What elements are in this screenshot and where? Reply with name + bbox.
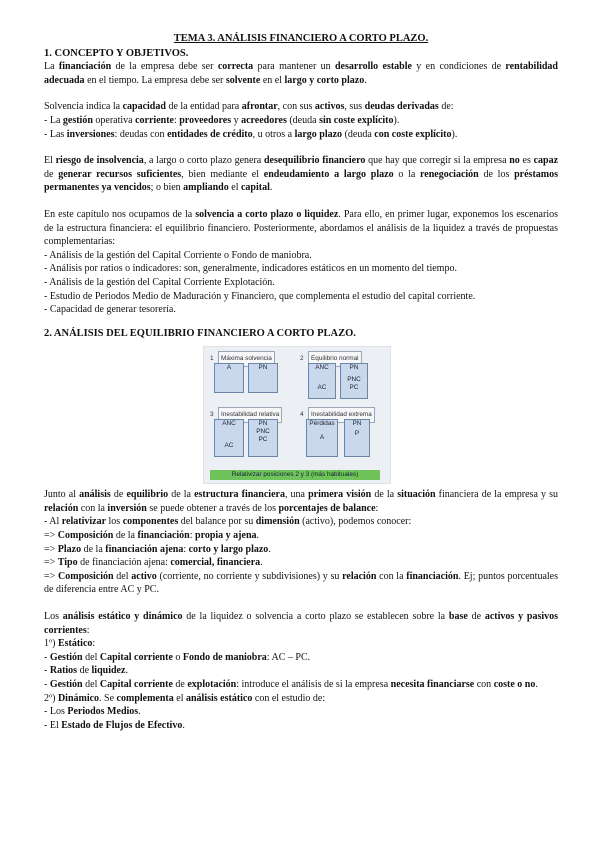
page-title: TEMA 3. ANÁLISIS FINANCIERO A CORTO PLAZO.	[173, 33, 429, 44]
bold-text: capital	[240, 182, 270, 194]
list-item	[44, 570, 558, 597]
text-run: de la empresa debe ser	[111, 61, 218, 73]
panel-number: 3	[210, 411, 214, 419]
bold-text: Estático	[57, 638, 93, 650]
text-run: 1º)	[44, 638, 58, 650]
section-heading-2: 2. ANÁLISIS DEL EQUILIBRIO FINANCIERO A CORTO PLAZO.	[44, 327, 356, 339]
bold-text: propia y ajena	[195, 530, 257, 542]
bold-text: Composición	[57, 530, 114, 542]
text-run: . Para ello, en primer lugar, exponemos los escenarios de la estructura financiera: el equilibrio financiero. Posteriormente, abordamos el análisis de la liquidez a través de propuestas complementarias:	[44, 208, 558, 248]
text-run: de	[44, 168, 59, 180]
panel-3	[210, 407, 294, 463]
text-run: en el	[260, 74, 285, 86]
bold-text: afrontar	[241, 101, 278, 113]
bold-text: activos	[314, 101, 345, 113]
text-run: y	[231, 114, 242, 126]
text-run: .	[535, 679, 538, 690]
text-run: o	[172, 651, 183, 663]
text-run: de los	[478, 168, 515, 180]
panel-caption: Equilibrio normal	[308, 351, 362, 367]
bold-text: porcentajes de balance	[278, 502, 376, 514]
bold-text: financiación	[137, 530, 190, 542]
text-run: =>	[44, 570, 59, 582]
text-run: del	[82, 679, 100, 690]
bold-text: explotación	[187, 679, 237, 690]
bold-text: gestión	[62, 114, 93, 126]
text-run: (corriente, no corriente y subdivisiones) y su	[156, 570, 343, 582]
text-run: de la	[113, 530, 138, 542]
bold-text: corriente	[135, 114, 174, 126]
bold-text: Fondo de maniobra	[182, 651, 267, 663]
text-run: , bien mediante el	[181, 168, 264, 180]
bold-text: primera visión	[308, 489, 372, 501]
bold-text: capaz	[533, 155, 559, 167]
text-run: Los	[44, 611, 63, 623]
text-run: : deudas con	[114, 128, 168, 140]
list-item	[44, 128, 558, 142]
block-activo: A	[214, 363, 244, 393]
balance-diagram	[203, 346, 391, 484]
paragraph	[44, 208, 558, 249]
bold-text: solvencia a corto plazo o liquidez	[195, 208, 339, 220]
text-run: ).	[451, 128, 458, 140]
text-run: ).	[393, 114, 400, 126]
bold-text: estructura financiera	[194, 489, 285, 501]
text-run: financiera de la empresa y su	[435, 489, 558, 501]
text-run: de la	[81, 543, 106, 555]
list-item: - Análisis de la gestión del Capital Corriente Explotación.	[44, 276, 275, 288]
bold-text: equilibrio	[126, 489, 169, 501]
bold-text: financiación	[406, 570, 459, 582]
text-run: de:	[438, 101, 454, 113]
bold-text: riesgo de insolvencia	[55, 155, 144, 167]
bold-text: largo plazo	[294, 128, 343, 140]
panel-1	[210, 351, 294, 405]
paragraph	[44, 100, 558, 114]
text-run: los	[106, 516, 123, 528]
bold-text: inversiones	[66, 128, 115, 140]
text-run: ; o bien	[150, 182, 184, 194]
text-run: con la	[78, 502, 108, 514]
block-activo: ANC AC	[308, 363, 336, 399]
text-run: .	[138, 706, 141, 718]
bold-text: análisis	[79, 489, 111, 501]
text-run: .	[268, 543, 271, 555]
text-run: con	[474, 679, 494, 690]
bold-text: análisis estático y dinámico	[62, 611, 183, 623]
block-pasivo: PN PNC PC	[340, 363, 368, 399]
bold-text: corto y largo plazo	[188, 543, 269, 555]
bold-text: préstamos permanentes ya vencidos	[44, 168, 558, 194]
text-run: del	[113, 570, 132, 582]
paragraph	[44, 488, 558, 515]
panel-caption: Máxima solvencia	[218, 351, 275, 367]
block-activo: ANC AC	[214, 419, 244, 457]
bold-text: correcta	[217, 61, 254, 73]
bold-text: entidades de crédito	[167, 128, 253, 140]
block-pasivo: PN P	[344, 419, 370, 457]
text-run: -	[44, 651, 50, 663]
text-run: - Las	[44, 128, 67, 140]
bold-text: situación	[397, 489, 436, 501]
block-pasivo: PN	[248, 363, 278, 393]
list-item	[44, 543, 558, 557]
bold-text: Capital corriente	[99, 651, 173, 663]
text-run: Junto al	[44, 489, 80, 501]
list-item	[44, 556, 558, 570]
text-run: :	[92, 638, 96, 650]
paragraph	[44, 60, 558, 87]
list-item	[44, 637, 558, 651]
text-run: - Al	[44, 516, 62, 528]
text-run: :	[86, 624, 90, 636]
text-run: -	[44, 679, 50, 690]
bold-text: análisis estático	[185, 692, 253, 704]
list-item	[44, 692, 558, 706]
bold-text: capacidad	[122, 101, 166, 113]
text-run: de	[172, 679, 188, 690]
text-run: operativa	[92, 114, 136, 126]
panel-number: 2	[300, 355, 304, 363]
paragraph	[44, 154, 558, 195]
bold-text: necesita financiarse	[390, 679, 475, 690]
text-run: (deuda	[286, 114, 320, 126]
text-run: y en condiciones de	[411, 61, 506, 73]
text-run: de	[467, 611, 485, 623]
text-run: 2º)	[44, 692, 58, 704]
text-run: .	[182, 719, 185, 731]
bold-text: base	[448, 611, 468, 623]
text-run: - Los	[44, 706, 68, 718]
bold-text: complementa	[116, 692, 174, 704]
bold-text: liquidez	[91, 665, 126, 677]
panel-number: 1	[210, 355, 214, 363]
text-run: - El	[44, 719, 62, 731]
list-item	[44, 705, 558, 719]
text-run: (activo), podemos conocer:	[299, 516, 412, 528]
text-run: En este capítulo nos ocupamos de la	[44, 208, 196, 220]
list-item	[44, 114, 558, 128]
text-run: =>	[44, 557, 58, 569]
bold-text: componentes	[122, 516, 179, 528]
text-run: de	[110, 489, 127, 501]
bold-text: sin coste explícito	[319, 114, 394, 126]
text-run: , una	[284, 489, 309, 501]
bold-text: largo y corto plazo	[284, 74, 365, 86]
panel-caption: Inestabilidad relativa	[218, 407, 282, 423]
text-run: con el estudio de:	[252, 692, 326, 704]
text-run: el	[173, 692, 186, 704]
bold-text: desequilibrio financiero	[263, 155, 366, 167]
text-run: el	[228, 182, 241, 194]
bold-text: Capital corriente	[99, 679, 173, 690]
text-run: de financiación ajena:	[77, 557, 171, 569]
figure-note: Relativizar posiciones 2 y 3 (más habituales)	[210, 470, 380, 480]
text-run: : introduce el análisis de si la empresa	[236, 679, 391, 690]
bold-text: proveedores	[179, 114, 232, 126]
text-run: de la liquidez o solvencia a corto plazo se establecen sobre la	[182, 611, 449, 623]
text-run: de la	[371, 489, 398, 501]
text-run: =>	[44, 530, 58, 542]
panel-caption: Inestabilidad extrema	[308, 407, 375, 423]
text-run: de la	[168, 489, 195, 501]
bold-text: activo	[131, 570, 157, 582]
list-item	[44, 719, 558, 733]
list-item: - Análisis de la gestión del Capital Corriente o Fondo de maniobra.	[44, 249, 312, 261]
text-run: . Ej; puntos porcentuales de diferencia entre AC y PC.	[44, 570, 559, 596]
text-run: .	[364, 74, 367, 86]
text-run: .	[125, 665, 128, 677]
list-item	[44, 664, 558, 678]
text-run: es	[519, 155, 534, 167]
paragraph	[44, 515, 558, 529]
text-run: de	[77, 665, 92, 677]
text-run: - La	[44, 114, 63, 126]
text-run: , sus	[344, 101, 365, 113]
bold-text: Periodos Medios	[67, 706, 139, 718]
bold-text: coste o no	[493, 679, 536, 690]
bold-text: con coste explícito	[374, 128, 452, 140]
bold-text: relativizar	[61, 516, 107, 528]
text-run: :	[375, 502, 379, 514]
bold-text: dimensión	[255, 516, 300, 528]
text-run: .	[269, 182, 273, 194]
text-run: , con sus	[277, 101, 315, 113]
text-run: para mantener un	[253, 61, 335, 73]
list-item: - Estudio de Periodos Medio de Maduración y Financiero, que complementa el estudio del capital corriente.	[44, 290, 476, 302]
bold-text: activos y pasivos corrientes	[44, 611, 559, 636]
panel-2	[300, 351, 386, 405]
list-item	[44, 678, 558, 692]
bold-text: Gestión	[49, 679, 83, 690]
text-run: :	[173, 114, 180, 126]
bold-text: desarrollo estable	[335, 61, 412, 73]
bold-text: financiación	[58, 61, 112, 73]
paragraph	[44, 610, 558, 637]
text-run: Solvencia indica la	[44, 101, 123, 113]
text-run: de la entidad para	[165, 101, 242, 113]
bold-text: Tipo	[57, 557, 78, 569]
text-run: :	[183, 543, 189, 555]
bold-text: Ratios	[49, 665, 78, 677]
text-run: :	[189, 530, 196, 542]
text-run: : AC – PC.	[266, 651, 311, 663]
bold-text: relación	[342, 570, 377, 582]
text-run: del balance por su	[178, 516, 256, 528]
text-run: , u otros a	[252, 128, 295, 140]
bold-text: financiación ajena	[105, 543, 184, 555]
list-item: - Análisis por ratios o indicadores: son, generalmente, indicadores estáticos en un momento del tiempo.	[44, 263, 457, 275]
bold-text: inversión	[107, 502, 147, 514]
text-run: .	[256, 530, 260, 542]
bold-text: acreedores	[241, 114, 287, 126]
bold-text: ampliando	[183, 182, 229, 194]
block-activo: Pérdidas A	[306, 419, 338, 457]
text-run: que hay que corregir si la empresa	[365, 155, 510, 167]
list-item: - Capacidad de generar tesorería.	[44, 304, 176, 316]
section-heading-1: 1. CONCEPTO Y OBJETIVOS.	[44, 47, 189, 59]
bold-text: renegociación	[420, 168, 479, 180]
bold-text: solvente	[225, 74, 261, 86]
panel-number: 4	[300, 411, 304, 419]
bold-text: deudas derivadas	[364, 101, 439, 113]
text-run: (deuda	[342, 128, 375, 140]
list-item	[44, 651, 558, 665]
bold-text: no	[509, 155, 520, 167]
text-run: se puede obtener a través de los	[146, 502, 279, 514]
text-run: , a largo o corto plazo genera	[143, 155, 264, 167]
bold-text: comercial, financiera	[170, 557, 261, 569]
panel-4	[300, 407, 386, 463]
bold-text: endeudamiento a largo plazo	[263, 168, 394, 180]
bold-text: rentabilidad adecuada	[44, 61, 558, 86]
text-run: con la	[376, 570, 407, 582]
list-item	[44, 529, 558, 543]
text-run: El	[44, 155, 56, 167]
text-run: .	[260, 557, 263, 569]
text-run: La	[44, 61, 59, 73]
text-run: del	[82, 651, 100, 663]
bold-text: generar recursos suficientes	[58, 168, 182, 180]
bold-text: Gestión	[49, 651, 83, 663]
bold-text: relación	[44, 502, 79, 514]
bold-text: Composición	[58, 570, 114, 582]
bold-text: Plazo	[57, 543, 82, 555]
bold-text: Estado de Flujos de Efectivo	[61, 719, 183, 731]
text-run: o la	[393, 168, 421, 180]
text-run: =>	[44, 543, 58, 555]
text-run: en el tiempo. La empresa debe ser	[84, 74, 226, 86]
document-content	[44, 32, 558, 732]
bold-text: Dinámico	[57, 692, 100, 704]
text-run: . Se	[99, 692, 117, 704]
block-pasivo: PN PNC PC	[248, 419, 278, 457]
text-run: -	[44, 665, 50, 677]
